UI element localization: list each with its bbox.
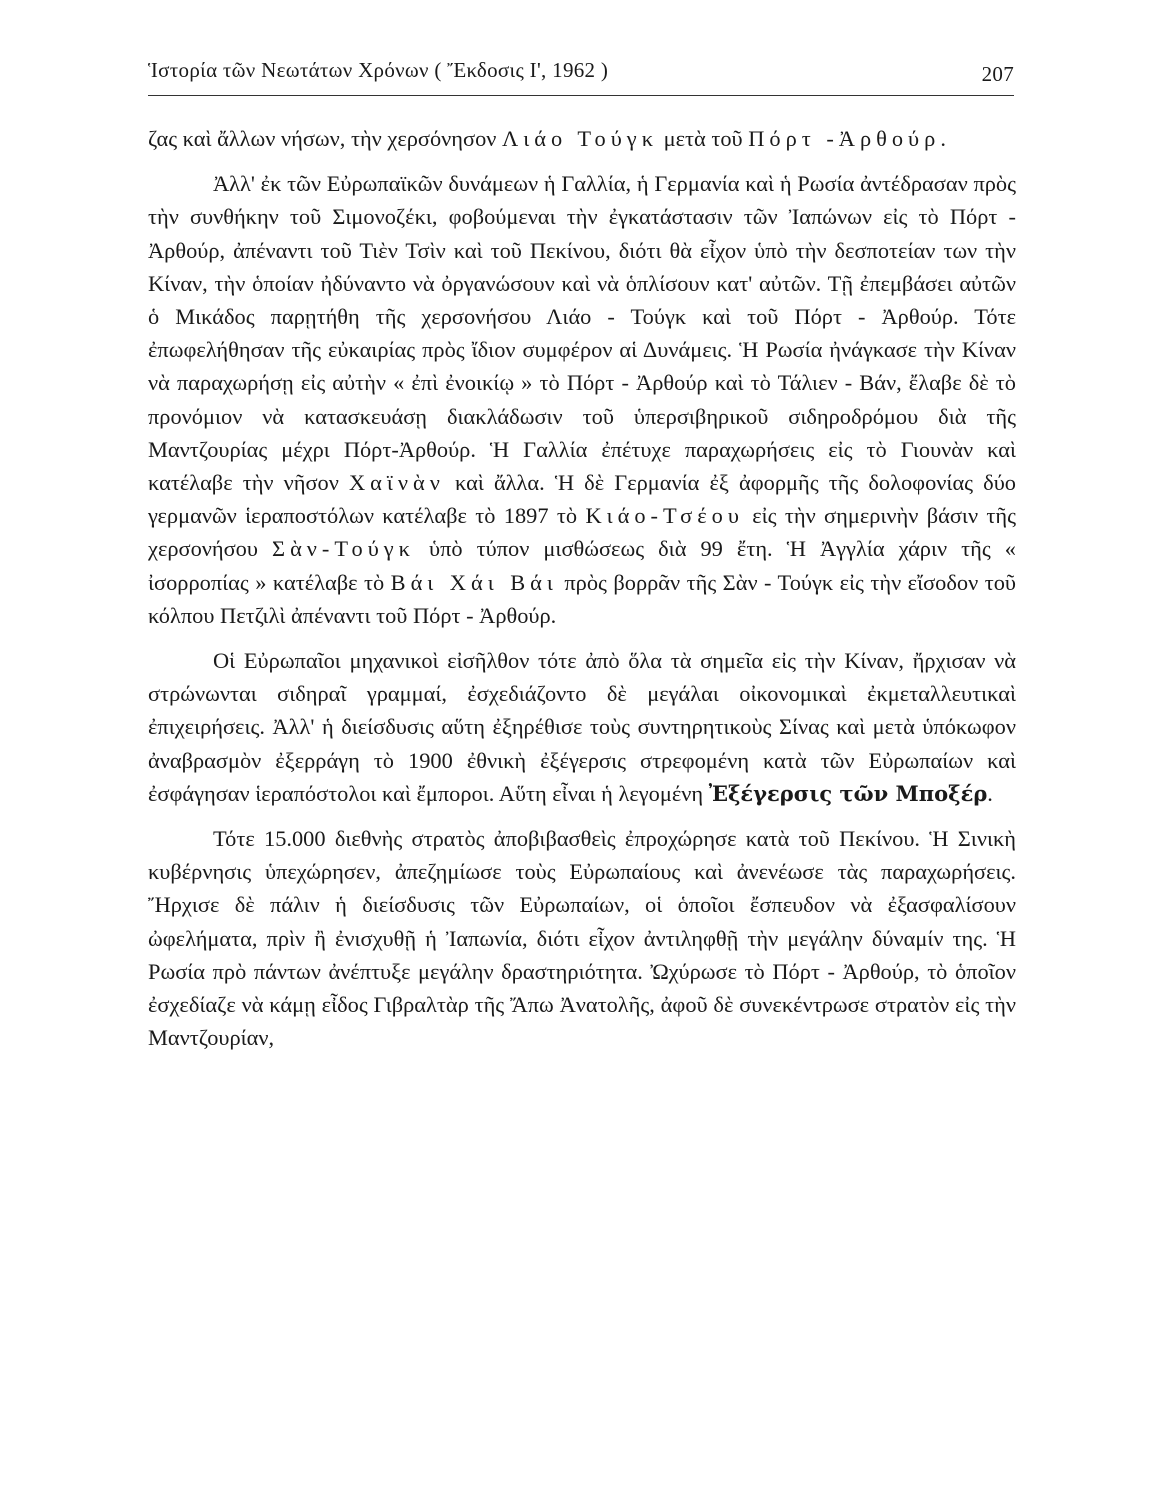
page-number: 207 [981,62,1014,86]
text-run: μετὰ τοῦ [657,126,749,151]
paragraph [148,167,1016,632]
text-run: ὑπὸ τύπον μισθώσεως διὰ 99 ἔτη. Ἡ Ἀγγλία χάριν τῆς « ἰσορροπίας » κατέλαβε τὸ [148,536,1016,595]
spaced-place-name: Χαϊνὰν [348,470,445,496]
text-run: καὶ ἄλλα. Ἡ δὲ Γερμανία ἐξ ἀφορμῆς τῆς δολοφονίας δύο γερμανῶν ἱεραποστόλων κατέλαβε τὸ 1897 τὸ [148,470,1016,529]
bold-term: Ἐξέγερσις τῶν Μποξέρ [708,780,988,806]
running-header [148,58,1014,92]
text-run: Οἱ Εὐρωπαῖοι μηχανικοὶ εἰσῆλθον τότε ἀπὸ ὅλα τὰ σημεῖα εἰς τὴν Κίναν, ἤρχισαν νὰ στρώνωνται σιδηραῖ γραμμαί, ἐσχεδιάζοντο δὲ μεγάλαι οἰκονομικαὶ ἐκμεταλλευτικαὶ ἐπιχειρήσεις. Ἀλλ' ἡ διείσδυσις αὕτη ἐξηρέθισε τοὺς συντηρητικοὺς Σίνας καὶ μετὰ ὑπόκωφον ἀναβρασμὸν ἐξερράγη τὸ 1900 ἐθνικὴ ἐξέγερσις στρεφομένη κατὰ τῶν Εὐρωπαίων καὶ ἐσφάγησαν ἱεραπόστολοι καὶ ἔμποροι. Αὕτη εἶναι ἡ λεγομένη [148,648,1016,806]
spaced-place-name: Σὰν-Τούγκ [272,536,415,562]
text-run: Ἀλλ' ἐκ τῶν Εὐρωπαϊκῶν δυνάμεων ἡ Γαλλία, ἡ Γερμανία καὶ ἡ Ρωσία ἀντέδρασαν πρὸς τὴν συνθήκην τοῦ Σιμονοζέκι, φοβούμεναι τὴν ἐγκατάστασιν τῶν Ἰαπώνων εἰς τὸ Πόρτ - Ἀρθούρ, ἀπέναντι τοῦ Τιὲν Τσὶν καὶ τοῦ Πεκίνου, διότι θὰ εἶχον ὑπὸ τὴν δεσποτείαν των τὴν Κίναν, τὴν ὁποίαν ἠδύναντο νὰ ὀργανώσουν καὶ νὰ ὁπλίσουν κατ' αὐτῶν. Τῇ ἐπεμβάσει αὐτῶν ὁ Μικάδος παρῃτήθη τῆς χερσονήσου Λιάο - Τούγκ καὶ τοῦ Πόρτ - Ἀρθούρ. Τότε ἐπωφελήθησαν τῆς εὐκαιρίας πρὸς ἴδιον συμφέρον αἱ Δυνάμεις. Ἡ Ρωσία ἠνάγκασε τὴν Κίναν νὰ παραχωρήσῃ εἰς αὐτὴν « ἐπὶ ἐνοικίῳ » τὸ Πόρτ - Ἀρθούρ καὶ τὸ Τάλιεν - Βάν, ἔλαβε δὲ τὸ προνόμιον νὰ κατασκευάσῃ διακλάδωσιν τοῦ ὑπερσιβηρικοῦ σιδηροδρόμου διὰ τῆς Μαντζουρίας μέχρι Πόρτ-Ἀρθούρ. Ἡ Γαλλία ἐπέτυχε παραχωρήσεις εἰς τὸ Γιουνὰν καὶ κατέλαβε τὴν νῆσον [148,171,1016,496]
header-rule [148,95,1014,96]
text-run: ζας καὶ ἄλλων νήσων, τὴν χερσόνησον [148,126,502,151]
text-run: Τότε 15.000 διεθνὴς στρατὸς ἀποβιβασθεὶς ἐπροχώρησε κατὰ τοῦ Πεκίνου. Ἡ Σινικὴ κυβέρνησις ὑπεχώρησεν, ἀπεζημίωσε τοὺς Εὐρωπαίους καὶ ἀνενέωσε τὰς παραχωρήσεις. Ἤρχισε δὲ πάλιν ἡ διείσδυσις τῶν Εὐρωπαίων, οἱ ὁποῖοι ἔσπευδον νὰ ἐξασφαλίσουν ὠφελήματα, πρὶν ἢ ἐνισχυθῇ ἡ Ἰαπωνία, διότι εἶχον ἀντιληφθῇ τὴν μεγάλην δύναμίν της. Ἡ Ρωσία πρὸ πάντων ἀνέπτυξε μεγάλην δραστηριότητα. Ὠχύρωσε τὸ Πόρτ - Ἀρθούρ, τὸ ὁποῖον ἐσχεδίαζε νὰ κάμῃ εἶδος Γιβραλτὰρ τῆς Ἄπω Ἀνατολῆς, ἀφοῦ δὲ συνεκέντρωσε στρατὸν εἰς τὴν Μαντζουρίαν, [148,826,1016,1051]
running-header-title: Ἱστορία τῶν Νεωτάτων Χρόνων ( Ἔκδοσις Ι', 1962 ) [148,58,609,82]
paragraph [148,644,1016,810]
text-run: . [940,126,946,151]
paragraph [148,822,1016,1054]
body-text [148,122,1016,1054]
text-run: πρὸς βορρᾶν τῆς Σὰν - Τούγκ εἰς τὴν εἴσοδον τοῦ κόλπου Πετζιλὶ ἀπέναντι τοῦ Πόρτ - Ἀρθούρ. [148,569,1016,628]
text-run: . [987,780,993,806]
spaced-place-name: Λιάο Τούγκ [502,126,658,151]
spaced-place-name: Πόρτ -Ἀρθούρ [748,126,941,151]
spaced-place-name: Βάι Χάι Βάι [390,569,558,595]
text-run: εἰς τὴν σημερινὴν βάσιν τῆς χερσονήσου [148,503,1016,562]
spaced-place-name: Κιάο-Τσέου [585,503,744,529]
paragraph [148,122,1016,155]
